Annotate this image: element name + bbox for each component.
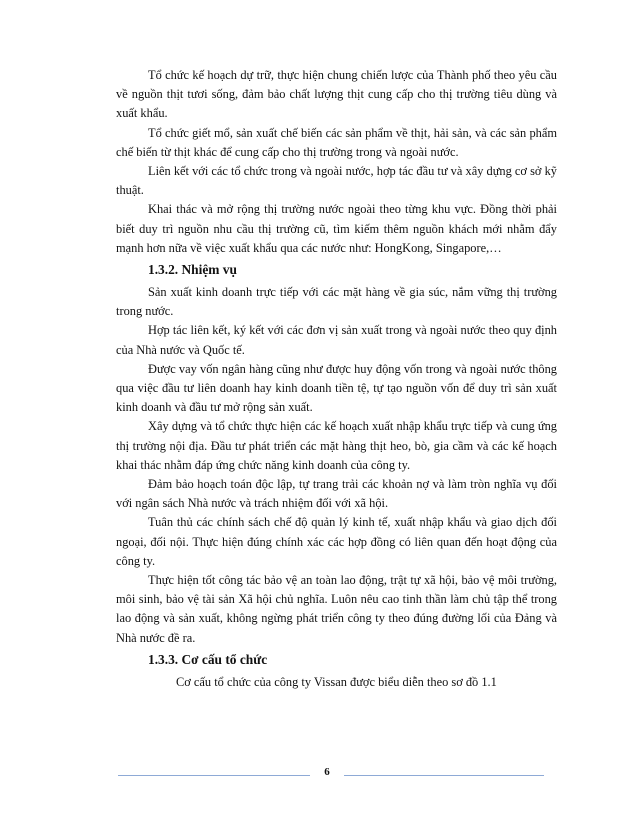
page-number: 6 bbox=[324, 766, 330, 778]
body-text bbox=[116, 66, 557, 692]
paragraph: Khai thác và mở rộng thị trường nước ngoài theo từng khu vực. Đồng thời phải biết duy trì nguồn nhu cầu thị trường cũ, tìm kiếm thêm nguồn khách mới nhằm đẩy mạnh hơn nữa về việc xuất khẩu qua các nước như: HongKong, Singapore,… bbox=[116, 202, 557, 255]
paragraph: Tổ chức giết mổ, sản xuất chế biến các sản phẩm về thịt, hải sản, và các sản phẩm chế biến từ thịt khác để cung cấp cho thị trường trong và ngoài nước. bbox=[116, 125, 557, 159]
paragraph: Được vay vốn ngân hàng cũng như được huy động vốn trong và ngoài nước thông qua việc đầu tư liên doanh hay kinh doanh tiền tệ, tự tạo nguồn vốn để duy trì sản xuất kinh doanh và đầu tư mở rộng sản xuất. bbox=[116, 361, 557, 415]
paragraph: Tuân thủ các chính sách chế độ quản lý kinh tế, xuất nhập khẩu và giao dịch đối ngoại, đối nội. Thực hiện đúng chính xác các hợp đồng có liên quan đến hoạt động của công ty. bbox=[116, 515, 557, 568]
figure-caption: Cơ cấu tổ chức của công ty Vissan được biểu diễn theo sơ đồ 1.1 bbox=[176, 674, 497, 689]
paragraph: Sản xuất kinh doanh trực tiếp với các mặt hàng về gia súc, nắm vững thị trường trong nước. bbox=[116, 285, 557, 319]
footer-rule-right bbox=[344, 775, 544, 776]
section-heading-co-cau-to-chuc: 1.3.3. Cơ cấu tổ chức bbox=[148, 651, 268, 667]
paragraph: Liên kết với các tổ chức trong và ngoài nước, hợp tác đầu tư và xây dựng cơ sở kỹ thuật. bbox=[116, 164, 557, 198]
footer-rule-left bbox=[118, 775, 310, 776]
section-heading-nhiem-vu: 1.3.2. Nhiệm vụ bbox=[148, 262, 237, 278]
paragraph: Thực hiện tốt công tác bảo vệ an toàn lao động, trật tự xã hội, bảo vệ môi trường, môi sinh, bảo vệ tài sản Xã hội chủ nghĩa. Luôn nêu cao tinh thần làm chủ tập thể trong lao động và sản xuất, không ngừng phát triển công ty theo đúng đường lối của Đảng và Nhà nước đề ra. bbox=[116, 573, 557, 645]
paragraph: Đảm bảo hoạch toán độc lập, tự trang trải các khoản nợ và làm tròn nghĩa vụ đối với ngân sách Nhà nước và trách nhiệm đối với xã hội. bbox=[116, 477, 557, 511]
paragraph: Xây dựng và tổ chức thực hiện các kế hoạch xuất nhập khẩu trực tiếp và cung ứng thị trường nội địa. Đầu tư phát triển các mặt hàng thịt heo, bò, gia cầm và các kế hoạch khai thác nhằm đáp ứng chức năng kinh doanh của công ty. bbox=[116, 419, 557, 472]
paragraph: Tổ chức kế hoạch dự trữ, thực hiện chung chiến lược của Thành phố theo yêu cầu về nguồn thịt tươi sống, đảm bảo chất lượng thịt cung cấp cho thị trường tiêu dùng và xuất khẩu. bbox=[116, 68, 557, 121]
paragraph: Hợp tác liên kết, ký kết với các đơn vị sản xuất trong và ngoài nước theo quy định của Nhà nước và Quốc tế. bbox=[116, 323, 557, 357]
